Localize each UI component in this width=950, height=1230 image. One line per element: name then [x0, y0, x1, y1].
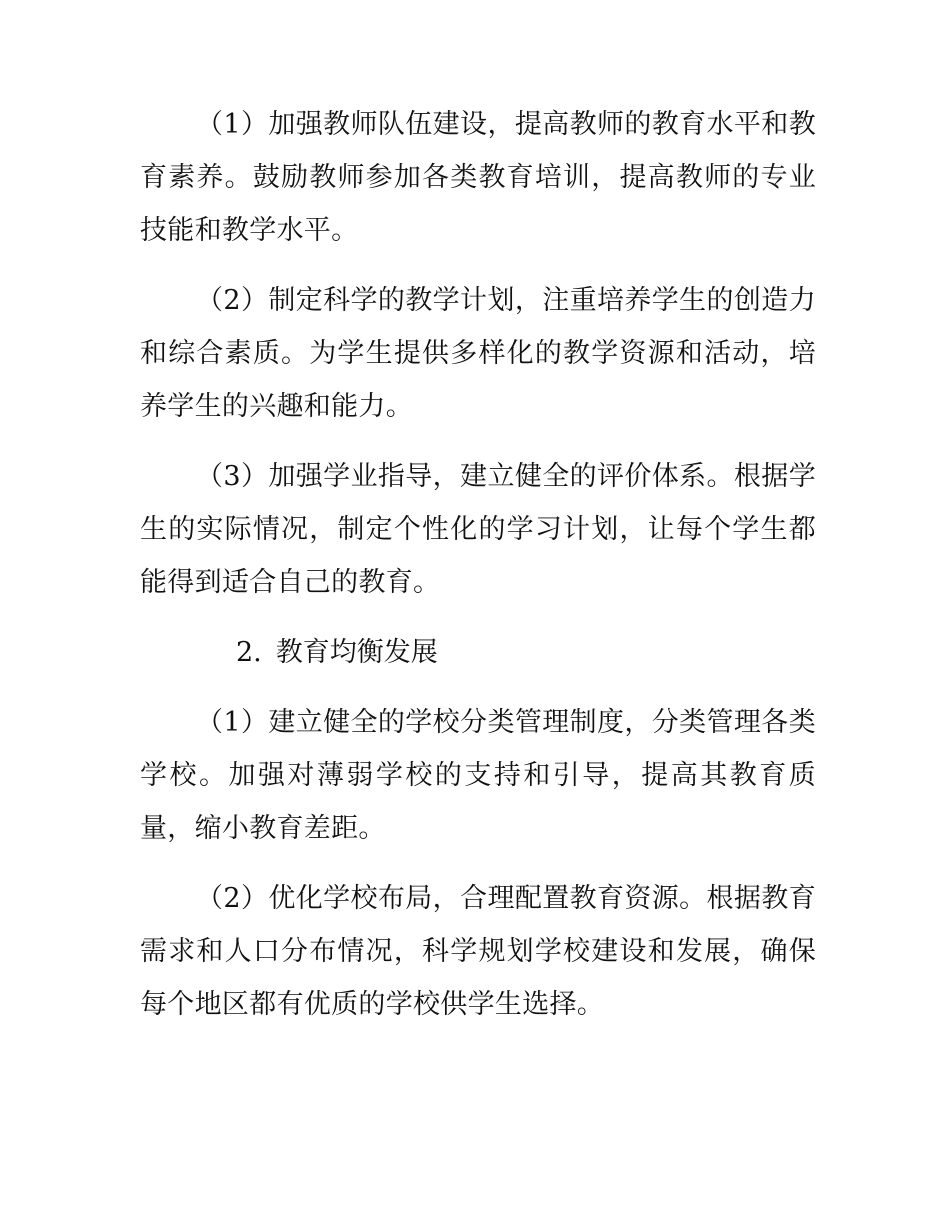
section-number: 2. — [236, 637, 262, 668]
section-title: 教育均衡发展 — [275, 637, 438, 668]
paragraph-school-layout: （2）优化学校布局，合理配置教育资源。根据教育需求和人口分布情况，科学规划学校建设和发展，确保每个地区都有优质的学校供学生选择。 — [140, 883, 816, 1020]
paragraph-teaching-plan: （2）制定科学的教学计划，注重培养学生的创造力和综合素质。为学生提供多样化的教学资源和活动，培养学生的兴趣和能力。 — [140, 285, 816, 422]
section-heading — [140, 626, 816, 679]
paragraph-teacher-team: （1）加强教师队伍建设，提高教师的教育水平和教育素养。鼓励教师参加各类教育培训，提高教师的专业技能和教学水平。 — [140, 109, 816, 246]
document-body — [140, 98, 816, 1048]
paragraph-school-classification: （1）建立健全的学校分类管理制度，分类管理各类学校。加强对薄弱学校的支持和引导，提高其教育质量，缩小教育差距。 — [140, 707, 816, 844]
paragraph-academic-guidance: （3）加强学业指导，建立健全的评价体系。根据学生的实际情况，制定个性化的学习计划，让每个学生都能得到适合自己的教育。 — [140, 461, 816, 598]
